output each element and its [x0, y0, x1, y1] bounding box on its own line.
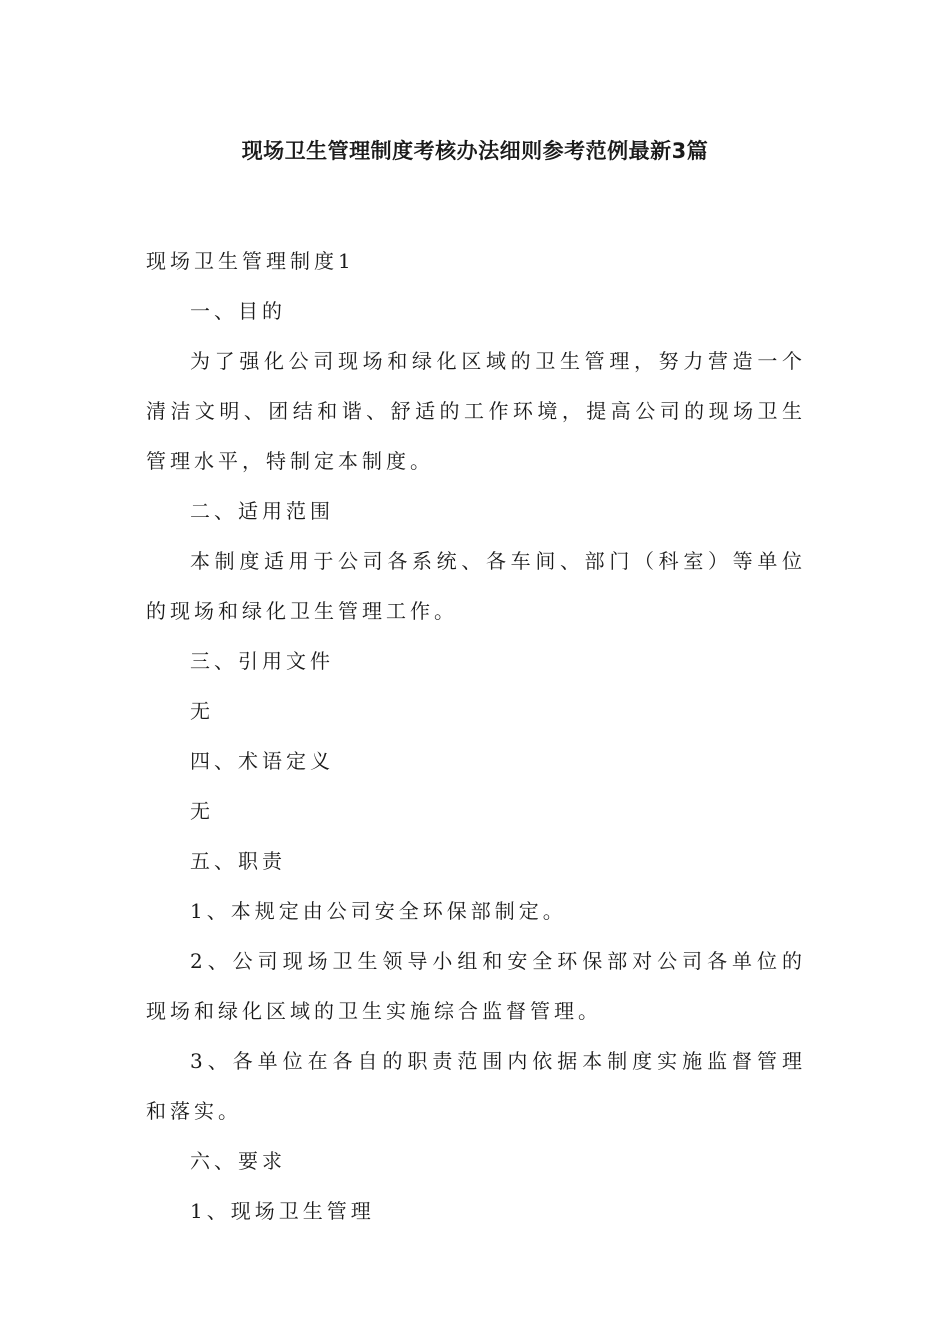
section-heading-purpose: 一、目的 [190, 299, 286, 323]
section-heading-definitions: 四、术语定义 [190, 749, 334, 773]
paragraph-references: 无 [190, 699, 214, 723]
section-heading-regulation-1: 现场卫生管理制度1 [146, 249, 355, 273]
section-heading-references: 三、引用文件 [190, 649, 334, 673]
section-heading-scope: 二、适用范围 [190, 499, 334, 523]
list-item: 1、现场卫生管理 [190, 1199, 375, 1223]
document-body [146, 236, 806, 1236]
section-heading-responsibilities: 五、职责 [190, 849, 286, 873]
list-item: 1、本规定由公司安全环保部制定。 [190, 899, 567, 923]
paragraph-purpose: 为了强化公司现场和绿化区域的卫生管理，努力营造一个清洁文明、团结和谐、舒适的工作环境，提高公司的现场卫生管理水平，特制定本制度。 [146, 349, 806, 473]
list-item: 3、各单位在各自的职责范围内依据本制度实施监督管理和落实。 [146, 1049, 806, 1123]
section-heading-requirements: 六、要求 [190, 1149, 286, 1173]
document-title: 现场卫生管理制度考核办法细则参考范例最新3篇 [241, 139, 709, 163]
paragraph-definitions: 无 [190, 799, 214, 823]
list-item: 2、公司现场卫生领导小组和安全环保部对公司各单位的现场和绿化区域的卫生实施综合监督管理。 [146, 949, 806, 1023]
paragraph-scope: 本制度适用于公司各系统、各车间、部门（科室）等单位的现场和绿化卫生管理工作。 [146, 549, 806, 623]
